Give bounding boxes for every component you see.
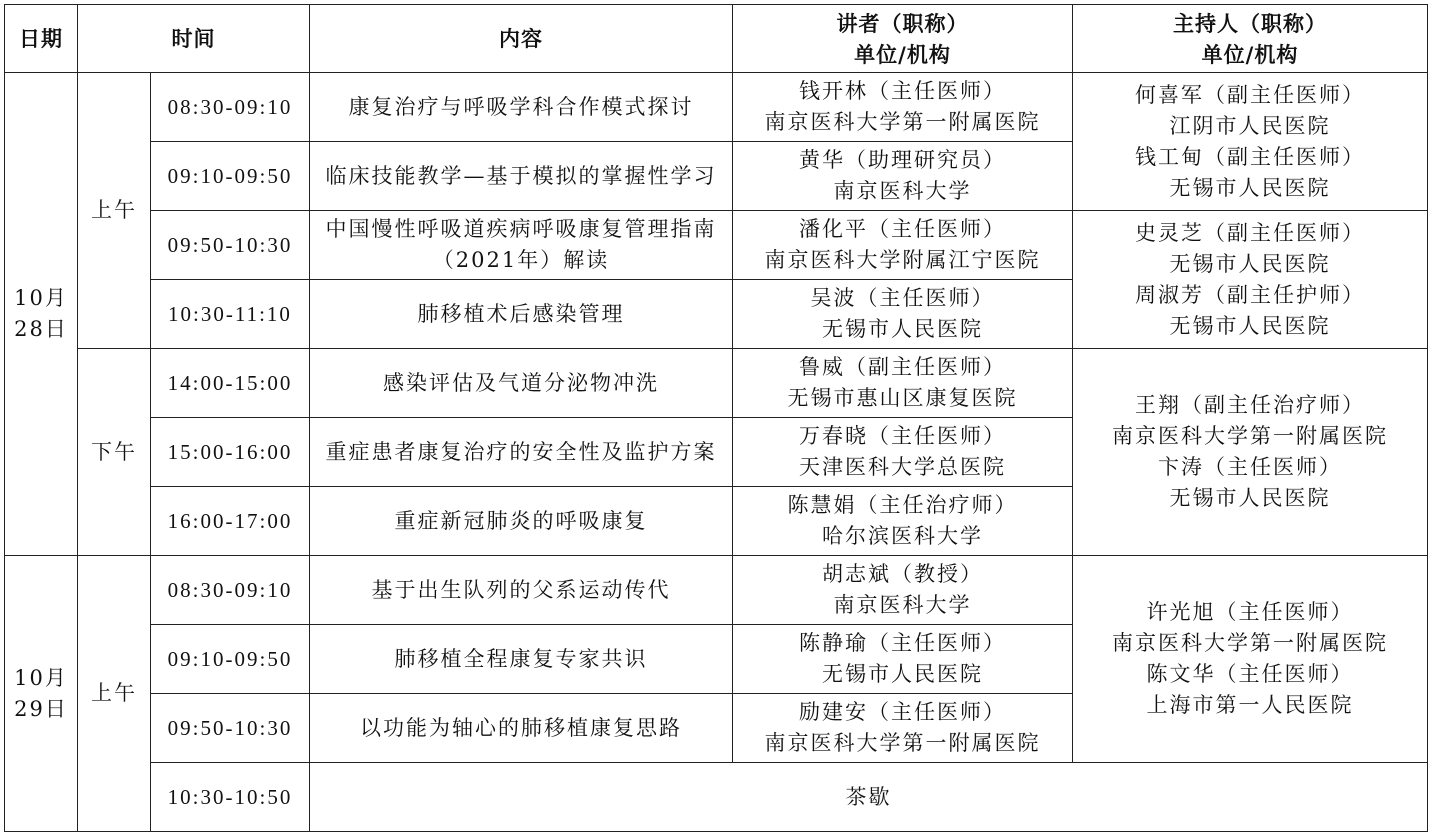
content-cell: 基于出生队列的父系运动传代: [310, 556, 733, 625]
header-row: [5, 5, 1428, 73]
host-cell: [1073, 211, 1428, 349]
speaker-cell: [733, 487, 1073, 556]
time-cell: 15:00-16:00: [151, 418, 310, 487]
time-cell: 09:10-09:50: [151, 142, 310, 211]
host-org: 上海市第一人民医院: [1146, 693, 1354, 717]
host-org: 南京医科大学第一附属医院: [1112, 424, 1388, 448]
speaker-name: 钱开林（主任医师）: [799, 79, 1006, 103]
content-cell: 康复治疗与呼吸学科合作模式探讨: [310, 73, 733, 142]
header-speaker-title: 讲者（职称）: [836, 10, 969, 36]
time-cell: 09:50-10:30: [151, 694, 310, 763]
session-morning: 上午: [78, 73, 151, 349]
speaker-org: 南京医科大学附属江宁医院: [764, 248, 1041, 272]
speaker-org: 南京医科大学: [833, 593, 972, 617]
table-row: [5, 556, 1428, 625]
break-cell: 茶歇: [310, 763, 1428, 832]
host-name: 许光旭（主任医师）: [1146, 600, 1354, 624]
host-name: 何喜军（副主任医师）: [1135, 82, 1365, 107]
speaker-cell: [733, 142, 1073, 211]
header-host: [1073, 5, 1428, 73]
header-date: 日期: [5, 5, 78, 73]
time-cell: 08:30-09:10: [151, 73, 310, 142]
date-month: 10月: [14, 665, 68, 690]
schedule-table: [4, 4, 1428, 832]
speaker-name: 万春晓（主任医师）: [799, 424, 1006, 448]
date-month: 10月: [14, 286, 68, 310]
speaker-name: 胡志斌（教授）: [822, 562, 983, 586]
speaker-org: 南京医科大学第一附属医院: [764, 110, 1041, 134]
host-name: 史灵芝（副主任医师）: [1135, 220, 1365, 245]
speaker-cell: [733, 211, 1073, 280]
header-time: 时间: [78, 5, 310, 73]
table-row: [5, 211, 1428, 280]
content-cell: 重症新冠肺炎的呼吸康复: [310, 487, 733, 556]
table-row: [5, 73, 1428, 142]
time-cell: 16:00-17:00: [151, 487, 310, 556]
host-org: 无锡市人民医院: [1169, 486, 1331, 510]
host-org: 无锡市人民医院: [1169, 251, 1331, 276]
speaker-name: 鲁威（副主任医师）: [799, 355, 1006, 379]
speaker-name: 陈静瑜（主任医师）: [799, 631, 1006, 655]
speaker-cell: [733, 694, 1073, 763]
speaker-org: 无锡市惠山区康复医院: [787, 386, 1018, 410]
host-name: 周淑芳（副主任护师）: [1135, 282, 1365, 307]
speaker-org: 南京医科大学第一附属医院: [764, 731, 1041, 755]
time-cell: 09:10-09:50: [151, 625, 310, 694]
table-row: [5, 349, 1428, 418]
time-cell: 09:50-10:30: [151, 211, 310, 280]
speaker-org: 无锡市人民医院: [822, 662, 983, 686]
host-name: 陈文华（主任医师）: [1146, 662, 1354, 686]
host-name: 王翔（副主任治疗师）: [1135, 393, 1365, 417]
date-cell: [5, 73, 78, 556]
time-cell: 14:00-15:00: [151, 349, 310, 418]
time-cell: 10:30-10:50: [151, 763, 310, 832]
content-cell: 以功能为轴心的肺移植康复思路: [310, 694, 733, 763]
speaker-name: 黄华（助理研究员）: [799, 148, 1006, 172]
speaker-cell: [733, 280, 1073, 349]
content-cell: 临床技能教学—基于模拟的掌握性学习: [310, 142, 733, 211]
speaker-org: 南京医科大学: [833, 179, 972, 203]
table-row: [5, 763, 1428, 832]
date-day: 29日: [14, 696, 68, 721]
session-afternoon: 下午: [78, 349, 151, 556]
header-speaker-org: 单位/机构: [854, 41, 951, 67]
time-cell: 08:30-09:10: [151, 556, 310, 625]
host-org: 无锡市人民医院: [1169, 175, 1331, 200]
time-cell: 10:30-11:10: [151, 280, 310, 349]
host-org: 无锡市人民医院: [1169, 313, 1331, 338]
date-day: 28日: [14, 317, 68, 341]
header-speaker: [733, 5, 1073, 73]
host-cell: [1073, 349, 1428, 556]
speaker-name: 陈慧娟（主任治疗师）: [787, 493, 1018, 517]
speaker-org: 无锡市人民医院: [822, 317, 983, 341]
content-cell: 肺移植术后感染管理: [310, 280, 733, 349]
speaker-cell: [733, 418, 1073, 487]
host-org: 江阴市人民医院: [1169, 113, 1331, 138]
host-cell: [1073, 73, 1428, 211]
session-morning: 上午: [78, 556, 151, 832]
host-org: 南京医科大学第一附属医院: [1112, 631, 1388, 655]
speaker-cell: [733, 73, 1073, 142]
host-cell: [1073, 556, 1428, 763]
speaker-name: 吴波（主任医师）: [810, 286, 995, 310]
header-host-title: 主持人（职称）: [1173, 10, 1327, 36]
speaker-name: 励建安（主任医师）: [799, 700, 1006, 724]
header-content: 内容: [310, 5, 733, 73]
content-cell: 重症患者康复治疗的安全性及监护方案: [310, 418, 733, 487]
content-cell: 感染评估及气道分泌物冲洗: [310, 349, 733, 418]
speaker-org: 天津医科大学总医院: [799, 455, 1006, 479]
header-host-org: 单位/机构: [1201, 41, 1299, 67]
speaker-org: 哈尔滨医科大学: [822, 524, 983, 548]
date-cell: [5, 556, 78, 832]
content-cell: 中国慢性呼吸道疾病呼吸康复管理指南（2021年）解读: [310, 211, 733, 280]
content-cell: 肺移植全程康复专家共识: [310, 625, 733, 694]
host-name: 卞涛（主任医师）: [1158, 455, 1342, 479]
speaker-cell: [733, 625, 1073, 694]
speaker-name: 潘化平（主任医师）: [799, 217, 1006, 241]
speaker-cell: [733, 556, 1073, 625]
host-name: 钱工甸（副主任医师）: [1135, 144, 1365, 169]
speaker-cell: [733, 349, 1073, 418]
